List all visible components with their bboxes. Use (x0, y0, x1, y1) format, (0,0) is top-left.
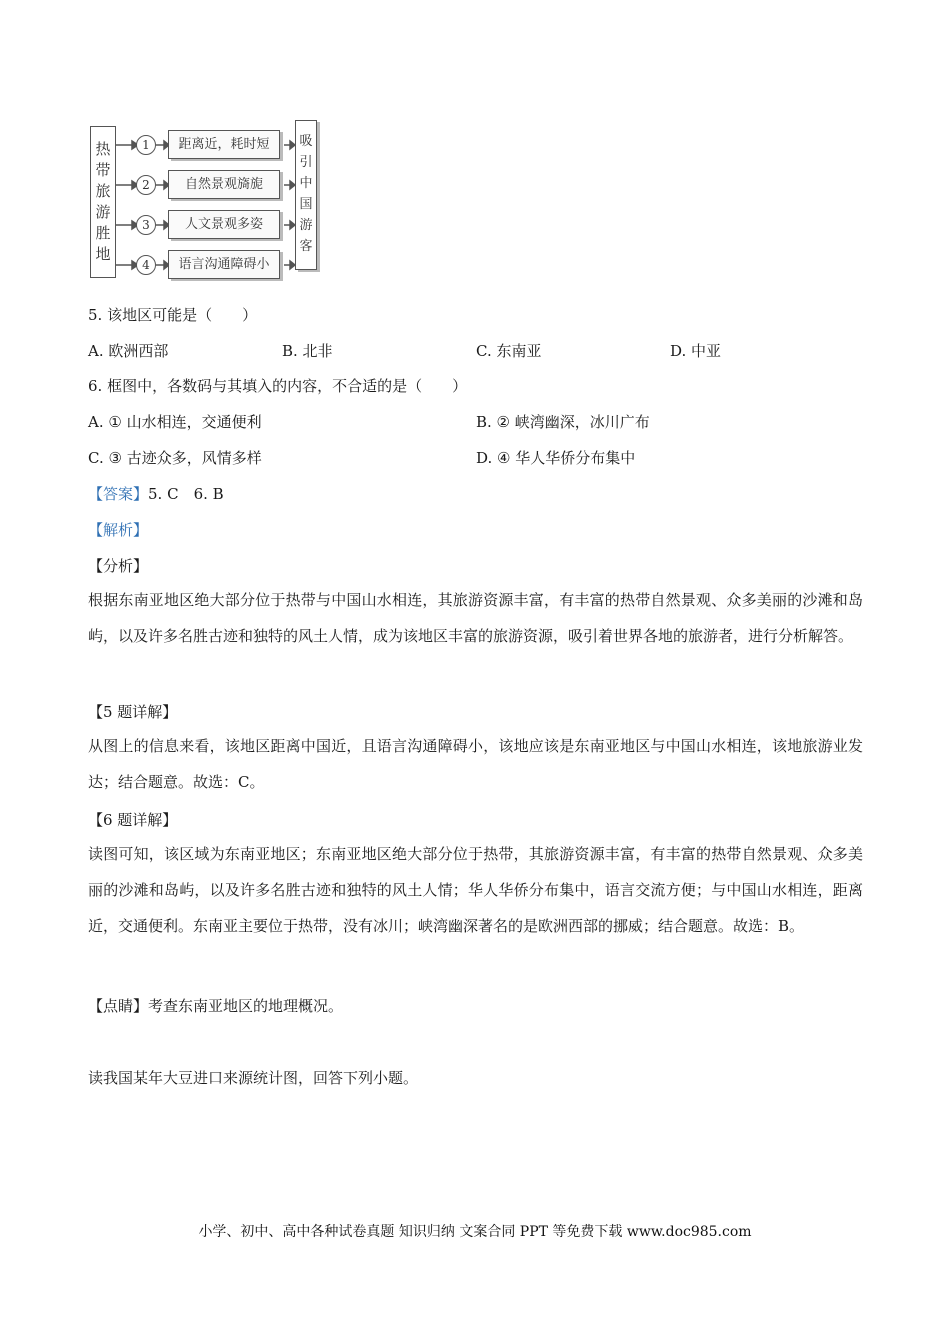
q5-stem: 5. 该地区可能是（ ） (88, 306, 258, 324)
q5-option-a: A. 欧洲西部 (88, 342, 169, 360)
row-4-number: 4 (136, 255, 156, 275)
detail6-label: 【6 题详解】 (88, 811, 178, 829)
right-result-label: 吸引中国游客 (299, 134, 313, 254)
answer-line (88, 484, 224, 504)
next-question-intro: 读我国某年大豆进口来源统计图，回答下列小题。 (88, 1069, 419, 1087)
q5-option-c: C. 东南亚 (476, 342, 542, 360)
left-category-box (90, 126, 116, 278)
q6-option-b: B. ② 峡湾幽深，冰川广布 (476, 413, 650, 431)
detail5-label: 【5 题详解】 (88, 703, 178, 721)
q6-option-c: C. ③ 古迹众多，风情多样 (88, 449, 262, 467)
detail6-text: 读图可知，该区域为东南亚地区；东南亚地区绝大部分位于热带，其旅游资源丰富，有丰富的热带自然景观、众多美丽的沙滩和岛屿，以及许多名胜古迹和独特的风土人情；华人华侨分布集中，语言交流方便；与中国山水相连，距离近，交通便利。东南亚主要位于热带，没有冰川；峡湾幽深著名的是欧洲西部的挪威；结合题意。故选：B。 (88, 845, 863, 935)
page-footer: 小学、初中、高中各种试卷真题 知识归纳 文案合同 PPT 等免费下载 www.doc985.com (198, 1224, 752, 1240)
q5-option-b: B. 北非 (282, 342, 333, 360)
q6-stem: 6. 框图中，各数码与其填入的内容，不合适的是（ ） (88, 377, 468, 395)
fenxi-text: 根据东南亚地区绝大部分位于热带与中国山水相连，其旅游资源丰富，有丰富的热带自然景观、众多美丽的沙滩和岛屿，以及许多名胜古迹和独特的风土人情，成为该地区丰富的旅游资源，吸引着世界各地的旅游者，进行分析解答。 (88, 591, 863, 645)
dianjing-line (88, 996, 343, 1016)
left-category-label: 热带旅游胜地 (95, 140, 111, 263)
q5-option-d: D. 中亚 (670, 342, 722, 360)
q6-option-d: D. ④ 华人华侨分布集中 (476, 449, 636, 467)
answer-label: 【答案】 (88, 485, 149, 503)
row-2-box: 自然景观旖旎 (168, 170, 280, 199)
dianjing-text: 考查东南亚地区的地理概况。 (148, 997, 344, 1015)
q6-option-a: A. ① 山水相连，交通便利 (88, 413, 262, 431)
analysis-heading: 【解析】 (88, 521, 149, 539)
fenxi-label: 【分析】 (88, 557, 149, 575)
dianjing-label: 【点睛】 (88, 997, 149, 1015)
tourism-flow-diagram (88, 118, 318, 286)
row-4-box: 语言沟通障碍小 (168, 250, 280, 279)
row-3-box: 人文景观多姿 (168, 210, 280, 239)
row-2-number: 2 (136, 175, 156, 195)
row-1-box: 距离近，耗时短 (168, 130, 280, 159)
answer-text: 5. C 6. B (148, 485, 224, 503)
right-result-box (295, 120, 317, 270)
row-3-number: 3 (136, 215, 156, 235)
row-1-number: 1 (136, 135, 156, 155)
detail5-text: 从图上的信息来看，该地区距离中国近，且语言沟通障碍小，该地应该是东南亚地区与中国山水相连，该地旅游业发达；结合题意。故选：C。 (88, 737, 863, 791)
